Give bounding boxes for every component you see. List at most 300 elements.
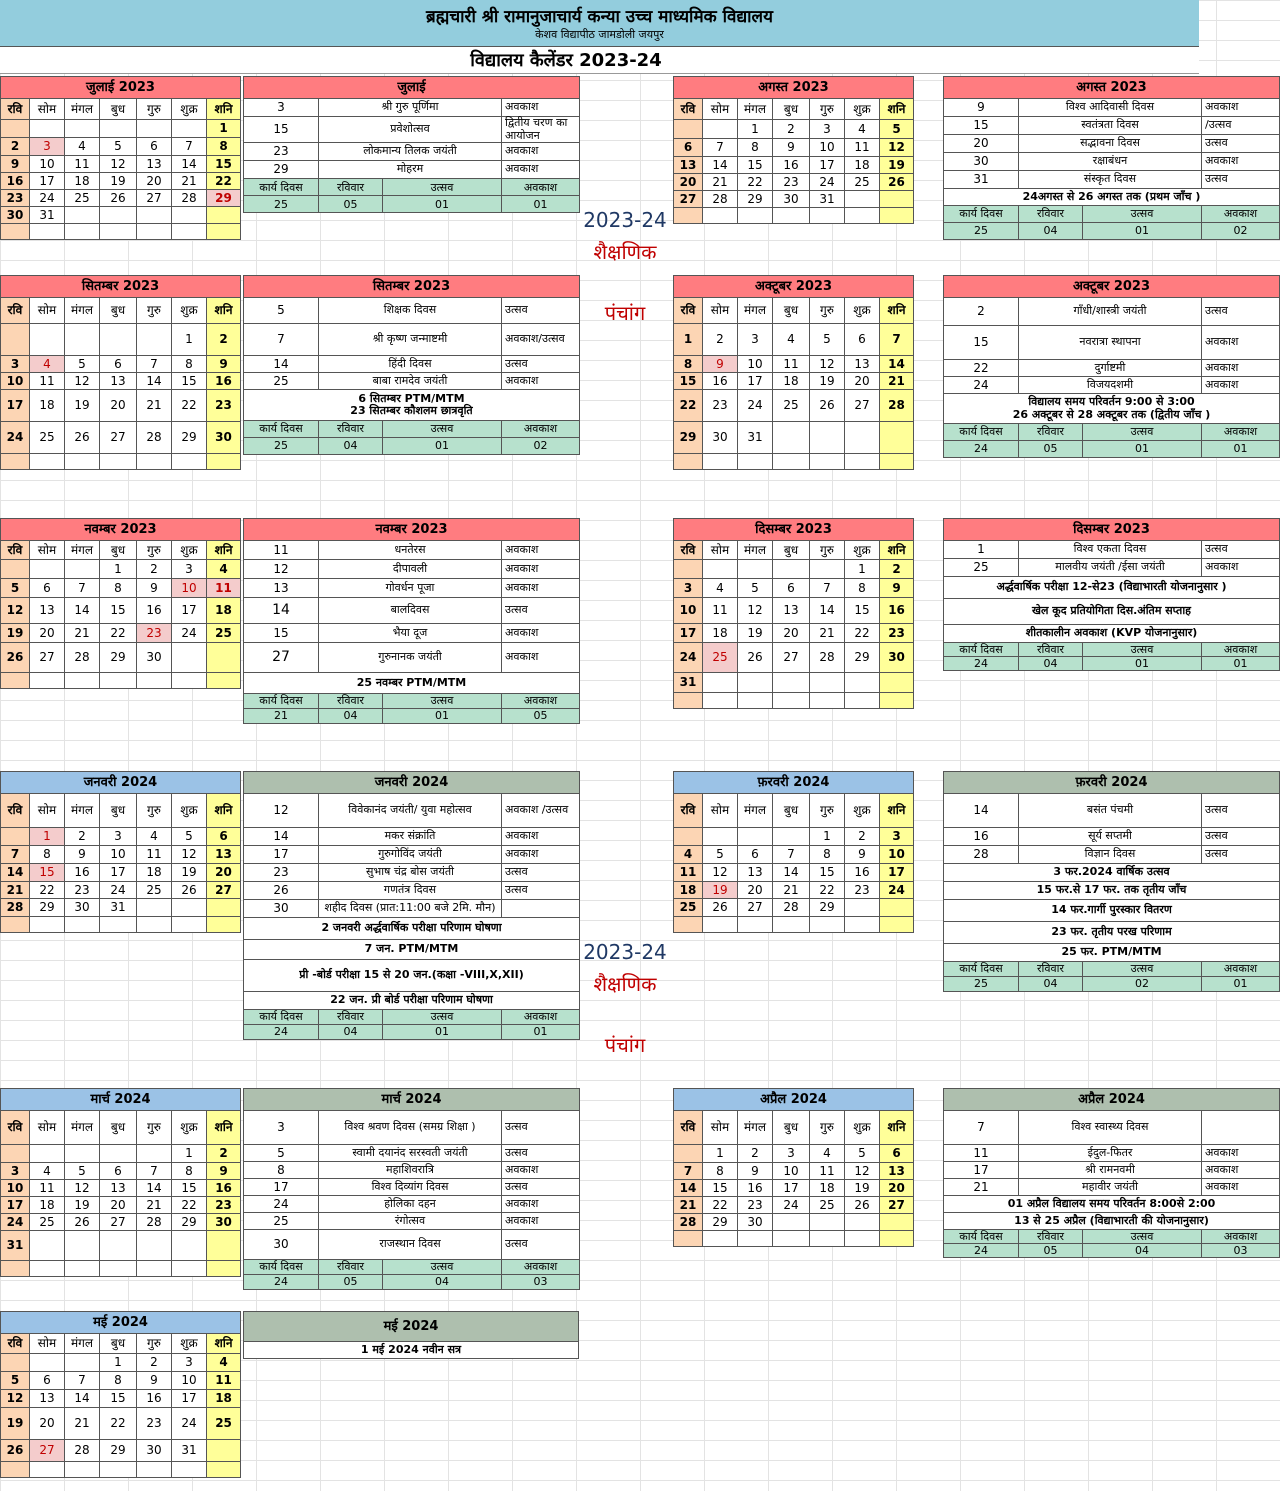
date-cell: 20 [30,624,65,643]
date-cell: 7 [137,356,172,373]
date-cell: 20 [100,390,137,422]
date-cell: 20 [100,1197,137,1214]
date-cell: 18 [207,1390,241,1408]
note-line: 23 सितम्बर कौशलम छात्रवृति [350,404,473,417]
date-cell: 10 [172,1372,207,1390]
event-type: अवकाश [502,624,580,643]
date-cell: 1 [674,324,703,356]
event-date: 31 [944,171,1019,189]
date-cell [1,917,30,933]
date-cell: 6 [845,324,880,356]
event-date: 25 [244,1213,319,1230]
event-type [1202,1111,1280,1145]
date-cell: 26 [1,643,30,673]
summary-value: 01 [1202,657,1280,671]
date-cell: 21 [65,1408,100,1440]
date-cell: 16 [137,598,172,624]
date-cell: 18 [207,598,241,624]
event-type: अवकाश [502,161,580,179]
summary-value: 01 [502,196,580,213]
date-cell [773,693,810,709]
date-cell: 26 [810,390,845,422]
date-cell: 24 [172,1408,207,1440]
date-cell: 21 [674,1197,703,1214]
date-cell: 9 [845,846,880,864]
date-cell: 28 [810,643,845,673]
date-cell [172,1261,207,1277]
events-caption: मई 2024 [244,1312,579,1342]
date-cell: 17 [30,173,65,190]
event-name: गोवर्धन पूजा [319,579,502,598]
date-cell: 19 [65,1197,100,1214]
summary-value: 04 [1019,657,1083,671]
date-cell: 21 [773,882,810,899]
date-cell [100,673,137,689]
date-cell [65,1145,100,1163]
date-cell: 15 [172,1180,207,1197]
summary-label: अवकाश [1202,206,1280,223]
calendar-oct [673,275,914,470]
date-cell [810,1231,845,1247]
event-name: होलिका दहन [319,1196,502,1213]
date-cell: 11 [810,1163,845,1180]
event-date: 17 [244,846,319,864]
weekday-header: शनि [207,99,241,120]
date-cell: 7 [1,846,30,864]
weekday-header: शनि [207,298,241,324]
weekday-header: सोम [703,541,738,560]
event-type: अवकाश [1202,1145,1280,1162]
summary-label: कार्य दिवस [244,179,319,196]
event-name: विश्व एकता दिवस [1019,541,1202,559]
event-type: अवकाश [502,1213,580,1230]
date-cell [137,1145,172,1163]
date-cell [810,560,845,579]
date-cell [880,673,914,693]
date-cell [845,422,880,454]
date-cell: 1 [30,828,65,846]
date-cell: 4 [810,1145,845,1163]
summary-value: 04 [1019,223,1083,240]
summary-label: रविवार [1019,424,1083,441]
event-type: अवकाश [1202,326,1280,360]
event-name: सुभाष चंद्र बोस जयंती [319,864,502,882]
event-date: 11 [244,541,319,560]
date-cell: 25 [30,422,65,454]
date-cell: 9 [207,356,241,373]
date-cell: 31 [100,899,137,917]
date-cell: 27 [30,643,65,673]
date-cell: 6 [674,139,703,157]
summary-label: अवकाश [1202,643,1280,657]
weekday-header: शनि [880,541,914,560]
summary-label: अवकाश [502,694,580,709]
date-cell: 10 [100,846,137,864]
weekday-header: शुक्र [172,794,207,828]
weekday-header: बुध [100,1334,137,1354]
event-name: श्री कृष्ण जन्माष्टमी [319,324,502,356]
side-year: 2023-24 [583,940,667,964]
event-type: /उत्सव [1202,117,1280,135]
date-cell [30,673,65,689]
date-cell [1,324,30,356]
weekday-header: सोम [30,794,65,828]
date-cell [137,1231,172,1261]
note-line: 01 अप्रैल विद्यालय समय परिवर्तन 8:00से 2:00 [1007,1196,1216,1210]
summary-label: कार्य दिवस [244,1260,319,1275]
summary-label: रविवार [319,421,383,438]
date-cell [845,1231,880,1247]
summary-label: अवकाश [502,1010,580,1025]
date-cell: 1 [703,1145,738,1163]
date-cell: 23 [880,624,914,643]
date-cell: 22 [845,624,880,643]
event-date: 24 [244,1196,319,1213]
events-nov [243,518,580,724]
summary-label: रविवार [1019,206,1083,223]
event-date: 9 [944,99,1019,117]
weekday-header: मंगल [65,99,100,120]
note-line: 23 फर. तृतीय परख परिणाम [1051,925,1172,939]
date-cell [172,1462,207,1478]
date-cell: 9 [65,846,100,864]
summary-value: 04 [319,438,383,455]
month-caption: नवम्बर 2023 [1,519,241,541]
events-caption: दिसम्बर 2023 [944,519,1280,541]
weekday-header: रवि [1,1334,30,1354]
event-type: उत्सव [502,1145,580,1162]
event-name: भैया दूज [319,624,502,643]
date-cell: 23 [137,1408,172,1440]
summary-value: 24 [244,1275,319,1290]
event-name: विश्व स्वास्थ्य दिवस [1019,1111,1202,1145]
date-cell: 15 [810,864,845,882]
date-cell: 27 [738,899,773,917]
date-cell [207,899,241,917]
date-cell: 14 [880,356,914,373]
date-cell: 2 [773,120,810,139]
event-type: उत्सव [1202,171,1280,189]
note-line: 6 सितम्बर PTM/MTM [358,391,465,405]
date-cell: 29 [100,1440,137,1462]
date-cell: 25 [810,1197,845,1214]
date-cell: 27 [207,882,241,899]
date-cell: 18 [30,1197,65,1214]
date-cell: 22 [30,882,65,899]
date-cell: 13 [880,1163,914,1180]
date-cell: 27 [845,390,880,422]
weekday-header: बुध [773,794,810,828]
date-cell: 1 [172,1145,207,1163]
date-cell: 8 [207,138,241,156]
summary-label: उत्सव [383,1260,502,1275]
date-cell: 5 [1,1372,30,1390]
date-cell: 10 [1,373,30,390]
summary-value: 01 [383,196,502,213]
date-cell: 29 [172,422,207,454]
date-cell: 1 [100,1354,137,1372]
date-cell [172,454,207,470]
summary-label: उत्सव [383,1010,502,1025]
date-cell: 31 [30,207,65,224]
date-cell [137,224,172,240]
date-cell [100,1145,137,1163]
date-cell: 30 [137,643,172,673]
summary-label: रविवार [1019,1230,1083,1244]
date-cell: 22 [172,390,207,422]
date-cell [207,454,241,470]
date-cell: 22 [207,173,241,190]
date-cell: 7 [810,579,845,598]
summary-value: 01 [1202,441,1280,458]
weekday-header: गुरु [137,541,172,560]
date-cell [30,917,65,933]
date-cell: 9 [738,1163,773,1180]
calendar-apr [673,1088,914,1247]
date-cell: 2 [137,1354,172,1372]
date-cell: 25 [207,1408,241,1440]
date-cell [880,191,914,208]
date-cell: 28 [137,422,172,454]
date-cell: 16 [65,864,100,882]
weekday-header: सोम [703,794,738,828]
date-cell: 2 [1,138,30,156]
date-cell: 28 [65,1440,100,1462]
event-type: उत्सव [1202,794,1280,828]
weekday-header: शनि [207,1334,241,1354]
date-cell: 21 [137,1197,172,1214]
date-cell: 8 [100,579,137,598]
date-cell: 14 [137,1180,172,1197]
date-cell: 30 [703,422,738,454]
date-cell [30,560,65,579]
date-cell [30,224,65,240]
event-type: अवकाश [1202,360,1280,377]
note-line: खेल कूद प्रतियोगिता दिस.अंतिम सप्ताह [1032,604,1192,618]
date-cell [30,1145,65,1163]
event-type: अवकाश [502,1162,580,1179]
date-cell: 9 [773,139,810,157]
date-cell: 25 [30,1214,65,1231]
side-word-shaikshanik: शैक्षणिक [593,972,657,996]
weekday-header: रवि [1,99,30,120]
event-type: उत्सव [502,1179,580,1196]
date-cell [1,454,30,470]
event-name: महाशिवरात्रि [319,1162,502,1179]
date-cell [674,1231,703,1247]
date-cell: 17 [1,390,30,422]
event-note [944,944,1280,962]
date-cell: 31 [810,191,845,208]
date-cell [674,208,703,224]
weekday-header: शनि [207,1111,241,1145]
event-name: विवेकानंद जयंती/ युवा महोत्सव [319,794,502,828]
note-line: 13 से 25 अप्रैल (विद्याभारती की योजनानुसार) [1014,1213,1209,1227]
weekday-header: रवि [674,99,703,120]
date-cell: 21 [172,173,207,190]
event-type: अवकाश [502,560,580,579]
weekday-header: रवि [1,541,30,560]
date-cell: 3 [172,560,207,579]
summary-value: 25 [944,977,1019,992]
event-date: 25 [944,559,1019,577]
date-cell [30,1462,65,1478]
summary-label: उत्सव [1083,643,1202,657]
date-cell [137,1261,172,1277]
weekday-header: शुक्र [845,794,880,828]
date-cell: 22 [674,390,703,422]
date-cell [65,917,100,933]
date-cell: 28 [674,1214,703,1231]
summary-label: अवकाश [502,179,580,196]
date-cell: 24 [674,643,703,673]
date-cell: 2 [845,828,880,846]
events-apr [943,1088,1280,1258]
date-cell: 7 [65,579,100,598]
summary-value: 01 [383,709,502,724]
summary-value: 01 [1083,441,1202,458]
date-cell [773,208,810,224]
event-name: मकर संक्रांति [319,828,502,846]
date-cell: 15 [100,598,137,624]
date-cell: 30 [65,899,100,917]
summary-label: उत्सव [1083,206,1202,223]
event-name: मोहरम [319,161,502,179]
date-cell: 18 [845,157,880,174]
weekday-header: मंगल [738,298,773,324]
date-cell [674,828,703,846]
summary-value: 25 [944,223,1019,240]
date-cell: 26 [880,174,914,191]
school-address: केशव विद्यापीठ जामडोली जयपुर [535,28,664,41]
note-line: शीतकालीन अवकाश (KVP योजनानुसार) [1025,626,1198,640]
summary-value: 24 [944,1244,1019,1258]
date-cell: 20 [207,864,241,882]
event-name: गणतंत्र दिवस [319,882,502,900]
events-sep [243,275,580,455]
date-cell: 10 [810,139,845,157]
summary-value: 21 [244,709,319,724]
date-cell [845,191,880,208]
calendar-aug [673,76,914,224]
date-cell [738,1231,773,1247]
weekday-header: सोम [30,99,65,120]
date-cell [172,207,207,224]
date-cell: 15 [703,1180,738,1197]
date-cell: 20 [30,1408,65,1440]
event-note [944,599,1280,625]
weekday-header: रवि [1,794,30,828]
date-cell: 28 [65,643,100,673]
date-cell [100,207,137,224]
date-cell: 8 [703,1163,738,1180]
events-may [243,1311,579,1359]
date-cell: 23 [773,174,810,191]
summary-label: कार्य दिवस [244,1010,319,1025]
event-name: संस्कृत दिवस [1019,171,1202,189]
event-date: 23 [244,143,319,161]
event-name: विश्व श्रवण दिवस (समग्र शिक्षा ) [319,1111,502,1145]
date-cell: 23 [207,1197,241,1214]
event-name: श्री रामनवमी [1019,1162,1202,1179]
date-cell [703,208,738,224]
calendar-mar [0,1088,241,1277]
event-name: रक्षाबंधन [1019,153,1202,171]
date-cell [65,324,100,356]
date-cell: 26 [100,190,137,207]
date-cell [137,917,172,933]
date-cell: 27 [100,422,137,454]
date-cell: 7 [172,138,207,156]
date-cell: 13 [674,157,703,174]
weekday-header: गुरु [810,1111,845,1145]
date-cell: 18 [65,173,100,190]
weekday-header: रवि [674,541,703,560]
date-cell: 8 [738,139,773,157]
event-type: उत्सव [1202,135,1280,153]
date-cell: 21 [137,390,172,422]
date-cell: 5 [845,1145,880,1163]
event-name: मालवीय जयंती /ईसा जयंती [1019,559,1202,577]
date-cell: 8 [845,579,880,598]
event-date: 7 [944,1111,1019,1145]
summary-label: उत्सव [1083,1230,1202,1244]
event-date: 14 [944,794,1019,828]
weekday-header: बुध [100,1111,137,1145]
events-jan [243,771,580,1040]
event-name: प्रवेशोत्सव [319,117,502,143]
date-cell: 13 [773,598,810,624]
date-cell: 12 [100,156,137,173]
date-cell: 21 [1,882,30,899]
weekday-header: रवि [674,1111,703,1145]
event-type: उत्सव [1202,828,1280,846]
event-name: गाँधी/शास्त्री जयंती [1019,298,1202,326]
date-cell: 8 [172,1163,207,1180]
date-cell: 18 [773,373,810,390]
event-date: 20 [944,135,1019,153]
date-cell [100,1261,137,1277]
summary-label: रविवार [319,694,383,709]
date-cell [810,917,845,933]
date-cell [65,673,100,689]
event-date: 5 [244,1145,319,1162]
summary-value: 24 [244,1025,319,1040]
date-cell: 30 [207,1214,241,1231]
date-cell: 17 [738,373,773,390]
date-cell [703,120,738,139]
date-cell: 28 [880,390,914,422]
weekday-header: गुरु [810,298,845,324]
summary-label: उत्सव [383,694,502,709]
date-cell: 20 [137,173,172,190]
summary-value: 01 [1083,223,1202,240]
month-caption: अगस्त 2023 [674,77,914,99]
date-cell: 7 [773,846,810,864]
weekday-header: मंगल [738,541,773,560]
date-cell: 27 [880,1197,914,1214]
month-caption: सितम्बर 2023 [1,276,241,298]
event-name: विज्ञान दिवस [1019,846,1202,864]
side-year: 2023-24 [583,208,667,232]
date-cell: 12 [845,1163,880,1180]
date-cell: 10 [172,579,207,598]
date-cell: 15 [30,864,65,882]
date-cell: 25 [207,624,241,643]
date-cell [810,422,845,454]
events-caption: जुलाई [244,77,580,99]
date-cell: 24 [880,882,914,899]
